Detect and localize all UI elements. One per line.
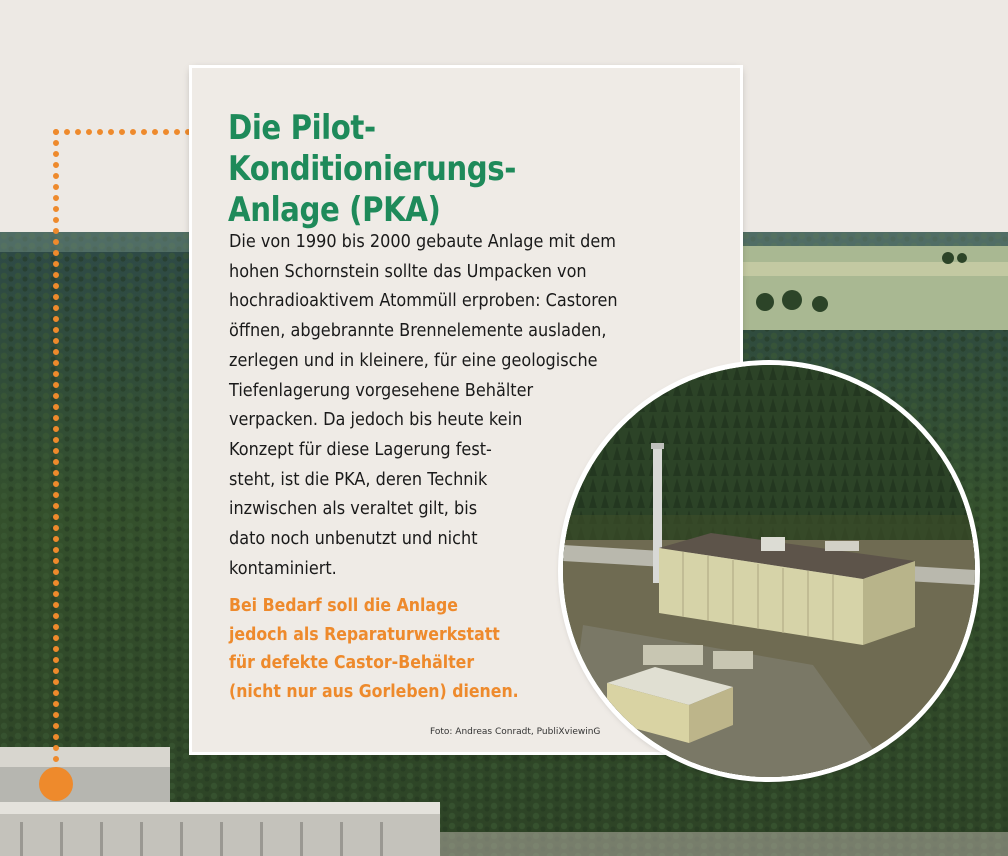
article-highlight: Bei Bedarf soll die Anlage jedoch als Reparaturwerkstatt für defekte Castor-Behälter (nicht nur aus Gorleben) dienen. — [229, 596, 519, 702]
article-body: Die von 1990 bis 2000 gebaute Anlage mit dem hohen Schornstein sollte das Umpacken von hochradioaktivem Atommüll erproben: Castoren öffnen, abgebrannte Brennelemente ausladen, zerlegen und in kleinere, für eine geologische Tiefenlagerung vorgesehene Behälter verpacken. Da jedoch bis heute kein Konzept für diese Lagerung fest- steht, ist die PKA, deren Technik inzwischen als veraltet gilt, bis dato noch unbenutzt und nicht kontaminiert. — [229, 232, 618, 579]
article-title: Die Pilot-Konditionierungs- Anlage (PKA) — [228, 108, 516, 230]
plant-inset-photo — [563, 365, 975, 777]
photo-credit: Foto: Andreas Conradt, PubliXviewinG — [430, 727, 601, 737]
